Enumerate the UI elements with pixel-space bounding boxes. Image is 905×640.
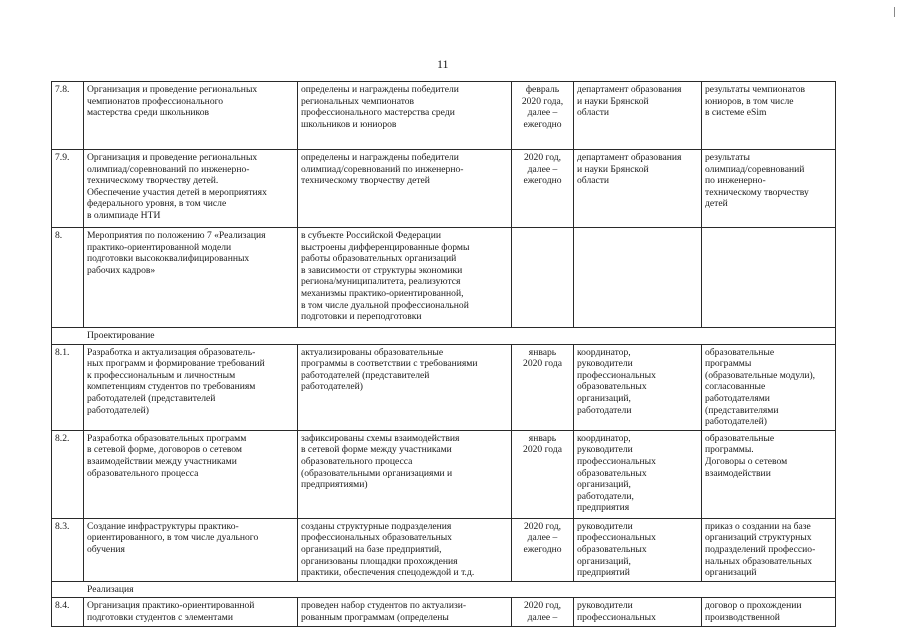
outcome-cell: договор о прохождении производственной bbox=[702, 598, 836, 626]
responsible-cell: департамент образования и науки Брянской области bbox=[574, 150, 702, 228]
period-cell: 2020 год, далее – ежегодно bbox=[512, 150, 574, 228]
period-cell: 2020 год, далее – bbox=[512, 598, 574, 626]
activity-cell: Организация и проведение региональных чемпионатов профессионального мастерства среди школьников bbox=[84, 82, 298, 150]
row-number: 8.2. bbox=[52, 430, 84, 518]
scan-edge-mark bbox=[894, 7, 895, 17]
period-cell: февраль 2020 года, далее – ежегодно bbox=[512, 82, 574, 150]
activity-cell: Разработка и актуализация образователь- ных программ и формирование требований к профессиональным и личностным компетенциям студентов по требованиям работодателей (представителей работодателей) bbox=[84, 344, 298, 430]
period-cell: 2020 год, далее – ежегодно bbox=[512, 518, 574, 581]
responsible-cell: департамент образования и науки Брянской области bbox=[574, 82, 702, 150]
responsible-cell: руководители профессиональных bbox=[574, 598, 702, 626]
result-cell: определены и награждены победители олимпиад/соревнований по инженерно- техническому творчеству детей bbox=[298, 150, 512, 228]
table-row-7-9 bbox=[52, 150, 836, 228]
page-number: 11 bbox=[437, 57, 449, 71]
row-number: 8.1. bbox=[52, 344, 84, 430]
outcome-cell: образовательные программы (образовательные модули), согласованные работодателями (представителями работодателей) bbox=[702, 344, 836, 430]
activity-cell: Разработка образовательных программ в сетевой форме, договоров о сетевом взаимодействии между участниками образовательного процесса bbox=[84, 430, 298, 518]
result-cell: созданы структурные подразделения профессиональных образовательных организаций на базе предприятий, организованы площадки прохождения практики, обеспечения спецодеждой и т.д. bbox=[298, 518, 512, 581]
phase-row-design bbox=[52, 328, 836, 345]
table-row-8-1 bbox=[52, 344, 836, 430]
period-cell: январь 2020 года bbox=[512, 344, 574, 430]
phase-heading: Реализация bbox=[52, 581, 836, 598]
result-cell: проведен набор студентов по актуализи- рованным программам (определены bbox=[298, 598, 512, 626]
outcome-cell: результаты олимпиад/соревнований по инженерно- техническому творчеству детей bbox=[702, 150, 836, 228]
outcome-cell: результаты чемпионатов юниоров, в том числе в системе eSim bbox=[702, 82, 836, 150]
responsible-cell bbox=[574, 228, 702, 328]
result-cell: в субъекте Российской Федерации выстроены дифференцированные формы работы образовательных организаций в зависимости от структуры экономики региона/муниципалитета, реализуются механизмы практико-ориентированной, в том числе дуальной профессиональной подготовки и переподготовки bbox=[298, 228, 512, 328]
outcome-cell: приказ о создании на базе организаций структурных подразделений профессио- нальных образовательных организаций bbox=[702, 518, 836, 581]
activity-cell: Мероприятия по положению 7 «Реализация практико-ориентированной модели подготовки высококвалифицированных рабочих кадров» bbox=[84, 228, 298, 328]
period-cell bbox=[512, 228, 574, 328]
table-row-8-3 bbox=[52, 518, 836, 581]
phase-heading: Проектирование bbox=[52, 328, 836, 345]
outcome-cell: образовательные программы. Договоры о сетевом взаимодействии bbox=[702, 430, 836, 518]
table-row-8 bbox=[52, 228, 836, 328]
table-row-8-4 bbox=[52, 598, 836, 626]
activity-cell: Организация и проведение региональных олимпиад/соревнований по инженерно- техническому творчеству детей. Обеспечение участия детей в мероприятиях федерального уровня, в том числе в олимпиаде НТИ bbox=[84, 150, 298, 228]
period-cell: январь 2020 года bbox=[512, 430, 574, 518]
result-cell: определены и награждены победители региональных чемпионатов профессионального мастерства среди школьников и юниоров bbox=[298, 82, 512, 150]
responsible-cell: координатор, руководители профессиональных образовательных организаций, работодатели bbox=[574, 344, 702, 430]
activity-cell: Организация практико-ориентированной подготовки студентов с элементами bbox=[84, 598, 298, 626]
table-row-7-8 bbox=[52, 82, 836, 150]
row-number: 8.4. bbox=[52, 598, 84, 626]
plan-table bbox=[51, 81, 836, 627]
activity-cell: Создание инфраструктуры практико- ориентированного, в том числе дуального обучения bbox=[84, 518, 298, 581]
phase-row-implementation bbox=[52, 581, 836, 598]
responsible-cell: координатор, руководители профессиональных образовательных организаций, работодатели, предприятия bbox=[574, 430, 702, 518]
result-cell: зафиксированы схемы взаимодействия в сетевой форме между участниками образовательного процесса (образовательными организациями и предприятиями) bbox=[298, 430, 512, 518]
row-number: 7.8. bbox=[52, 82, 84, 150]
result-cell: актуализированы образовательные программы в соответствии с требованиями работодателей (представителей работодателей) bbox=[298, 344, 512, 430]
row-number: 8.3. bbox=[52, 518, 84, 581]
outcome-cell bbox=[702, 228, 836, 328]
row-number: 8. bbox=[52, 228, 84, 328]
table-row-8-2 bbox=[52, 430, 836, 518]
row-number: 7.9. bbox=[52, 150, 84, 228]
responsible-cell: руководители профессиональных образовательных организаций, предприятий bbox=[574, 518, 702, 581]
